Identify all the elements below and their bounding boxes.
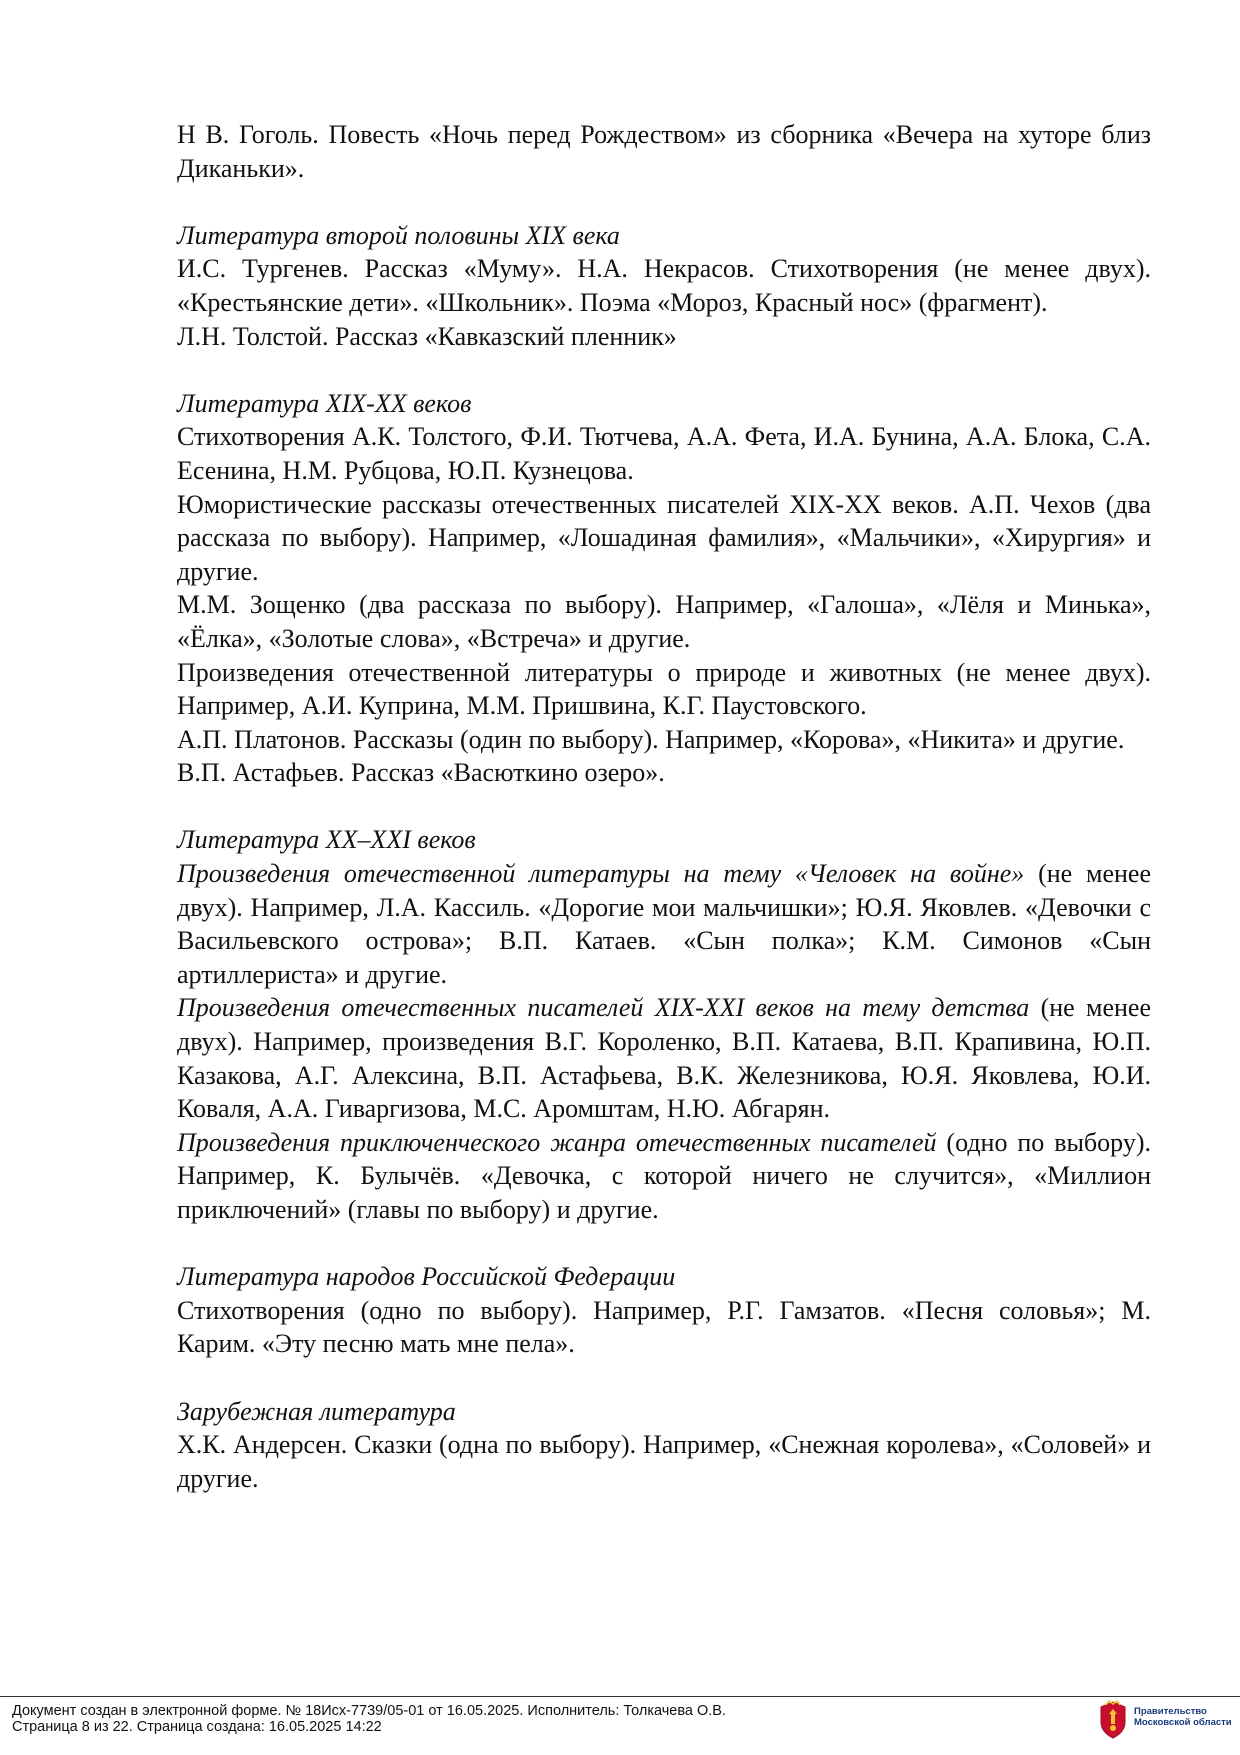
italic-topic: Произведения отечественных писателей XIX-XXI веков на тему детства	[177, 993, 1030, 1023]
footer-line-page: Страница 8 из 22. Страница создана: 16.05.2025 14:22	[12, 1718, 382, 1735]
intro-paragraph: Н В. Гоголь. Повесть «Ночь перед Рождеством» из сборника «Вечера на хуторе близ Диканьки».	[177, 120, 1151, 183]
section-heading: Литература второй половины XIX века	[177, 220, 620, 250]
paragraph-text: (не менее двух). Например, Л.А. Кассиль. «Дорогие мои мальчишки»; Ю.Я. Яковлев. «Девочки с Васильевского острова»; В.П. Катаев. «Сын полка»; К.М. Симонов «Сын артиллериста» и другие.	[177, 859, 1151, 989]
paragraph: М.М. Зощенко (два рассказа по выбору). Например, «Галоша», «Лёля и Минька», «Ёлка», «Золотые слова», «Встреча» и другие.	[177, 590, 1151, 653]
paragraph: Произведения отечественной литературы о природе и животных (не менее двух). Например, А.И. Куприна, М.М. Пришвина, К.Г. Паустовского.	[177, 657, 1151, 721]
italic-topic: Произведения приключенческого жанра отечественных писателей	[177, 1127, 937, 1157]
coat-of-arms-icon	[1098, 1700, 1128, 1740]
paragraph: Х.К. Андерсен. Сказки (одна по выбору). Например, «Снежная королева», «Соловей» и другие.	[177, 1430, 1151, 1493]
paragraph: Стихотворения (одно по выбору). Например, Р.Г. Гамзатов. «Песня соловья»; М. Карим. «Эту песню мать мне пела».	[177, 1295, 1151, 1359]
logo-caption	[1134, 1706, 1234, 1728]
government-logo	[1098, 1700, 1234, 1744]
paragraph: Л.Н. Толстой. Рассказ «Кавказский пленник»	[177, 321, 677, 351]
logo-line: Московской области	[1134, 1717, 1232, 1728]
section-heading: Литература XIX-XX веков	[177, 388, 472, 418]
paragraph: Стихотворения А.К. Толстого, Ф.И. Тютчева, А.А. Фета, И.А. Бунина, А.А. Блока, С.А. Есенина, Н.М. Рубцова, Ю.П. Кузнецова.	[177, 422, 1151, 485]
footer-metadata	[12, 1704, 1092, 1735]
section-heading: Зарубежная литература	[177, 1396, 456, 1426]
paragraph: В.П. Астафьев. Рассказ «Васюткино озеро».	[177, 758, 665, 788]
paragraph-text: (не менее двух). Например, произведения В.Г. Короленко, В.П. Катаева, В.П. Крапивина, Ю.П. Казакова, А.Г. Алексина, В.П. Астафьева, В.К. Железникова, Ю.Я. Яковлева, Ю.И. Коваля, А.А. Гиваргизова, М.С. Аромштам, Н.Ю. Абгарян.	[177, 993, 1152, 1124]
logo-line: Правительство	[1134, 1706, 1207, 1717]
paragraph: Юмористические рассказы отечественных писателей XIX-XX веков. А.П. Чехов (два рассказа по выбору). Например, «Лошадиная фамилия», «Мальчики», «Хирургия» и другие.	[177, 489, 1151, 586]
section-heading: Литература XX–XXI веков	[177, 825, 476, 855]
section-heading: Литература народов Российской Федерации	[177, 1262, 676, 1292]
footer-line-document: Документ создан в электронной форме. № 18Исх-7739/05-01 от 16.05.2025. Исполнитель: Толкачева О.В.	[12, 1703, 726, 1719]
paragraph	[177, 991, 1151, 1125]
paragraph	[177, 857, 1151, 991]
paragraph	[177, 1126, 1151, 1227]
footer-divider	[0, 1696, 1240, 1697]
italic-topic: Произведения отечественной литературы на тему «Человек на войне»	[177, 859, 1025, 889]
paragraph: И.С. Тургенев. Рассказ «Муму». Н.А. Некрасов. Стихотворения (не менее двух). «Крестьянские дети». «Школьник». Поэма «Мороз, Красный нос» (фрагмент).	[177, 254, 1151, 317]
paragraph: А.П. Платонов. Рассказы (один по выбору). Например, «Корова», «Никита» и другие.	[177, 724, 1125, 754]
document-body	[177, 118, 1151, 1495]
paragraph-text: (одно по выбору). Например, К. Булычёв. «Девочка, с которой ничего не случится», «Миллион приключений» (главы по выбору) и другие.	[177, 1127, 1151, 1224]
